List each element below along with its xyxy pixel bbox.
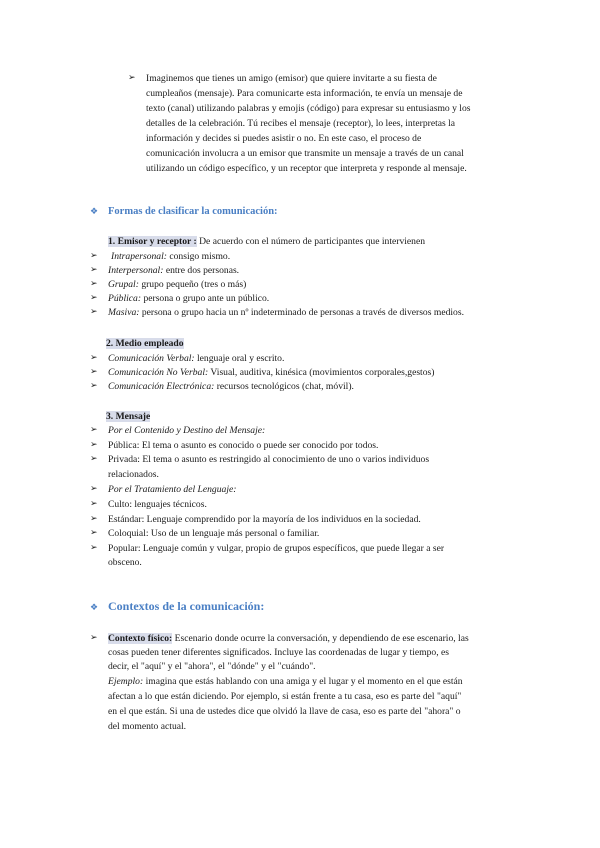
intro-line: utilizando un código específico, y un receptor que interpreta y responde al mensaje.: [146, 163, 467, 174]
paragraph-text: Escenario donde ocurre la conversación, y dependiendo de ese escenario, las: [172, 633, 469, 644]
arrow-bullet-icon: ➢: [90, 353, 98, 363]
ejemplo-label: Ejemplo:: [108, 676, 144, 687]
intro-line: información y decides si puedes asistir o no. En este caso, el proceso de: [146, 133, 422, 144]
item-term: Comunicación Electrónica:: [108, 381, 215, 392]
list-item: [108, 366, 434, 379]
diamond-bullet-icon: ❖: [90, 603, 99, 613]
item-term: Comunicación Verbal:: [108, 353, 195, 364]
section-heading-formas: Formas de clasificar la comunicación:: [108, 206, 278, 217]
section3-header: [106, 410, 150, 423]
section1-desc: De acuerdo con el número de participantes que intervienen: [196, 236, 426, 247]
arrow-bullet-icon: ➢: [90, 499, 98, 509]
contexto-fisico-line: [108, 632, 469, 645]
section3-label: 3. Mensaje: [106, 411, 151, 422]
list-item: [108, 352, 284, 365]
arrow-bullet-icon: ➢: [90, 514, 98, 524]
list-item-continuation: relacionados.: [108, 469, 159, 480]
list-item-continuation: obsceno.: [108, 557, 142, 568]
item-term: Interpersonal:: [108, 265, 164, 276]
list-item: Popular: Lenguaje común y vulgar, propio de grupos específicos, que puede llegar a ser: [108, 543, 445, 554]
intro-line: detalles de la celebración. Tú recibes el mensaje (receptor), lo lees, interpretas la: [146, 118, 456, 129]
item-term: Comunicación No Verbal:: [108, 367, 209, 378]
arrow-bullet-icon: ➢: [90, 484, 98, 494]
arrow-bullet-icon: ➢: [90, 367, 98, 377]
arrow-bullet-icon: ➢: [90, 440, 98, 450]
list-item: Culto: lenguajes técnicos.: [108, 499, 207, 510]
list-item: [108, 264, 239, 277]
section2-header: [106, 337, 184, 350]
arrow-bullet-icon: ➢: [90, 381, 98, 391]
list-item: Privada: El tema o asunto es restringido al conocimiento de uno o varios individuos: [108, 454, 430, 465]
list-item: [108, 292, 269, 305]
subheading-tratamiento: Por el Tratamiento del Lenguaje:: [108, 484, 237, 495]
list-item: Coloquial: Uso de un lenguaje más personal o familiar.: [108, 528, 320, 539]
item-term: Intrapersonal:: [111, 251, 167, 262]
item-text: recursos tecnológicos (chat, móvil).: [214, 381, 354, 392]
intro-line: cumpleaños (mensaje). Para comunicarte esta información, te envía un mensaje de: [146, 88, 463, 99]
item-term: Grupal:: [108, 279, 139, 290]
arrow-bullet-icon: ➢: [90, 251, 98, 261]
contexto-fisico-label: Contexto físico:: [108, 633, 173, 644]
paragraph-line: en el que están. Si una de ustedes dice que olvidó la llave de casa, eso es parte del "ahora" o: [108, 706, 461, 717]
list-item: Estándar: Lenguaje comprendido por la mayoría de los individuos en la sociedad.: [108, 514, 421, 525]
arrow-bullet-icon: ➢: [90, 307, 98, 317]
item-text: grupo pequeño (tres o más): [138, 279, 247, 290]
subheading-contenido: Por el Contenido y Destino del Mensaje:: [108, 425, 266, 436]
section1-header: [108, 235, 425, 248]
intro-line: comunicación involucra a un emisor que transmite un mensaje a través de un canal: [146, 148, 464, 159]
paragraph-line: cosas pueden tener diferentes significados. Incluye las coordenadas de lugar y tiempo, es: [108, 647, 449, 658]
item-text: persona o grupo ante un público.: [141, 293, 270, 304]
paragraph-line: decir, el "aquí" y el "ahora", el "dónde" y el "cuándo".: [108, 661, 316, 672]
item-text: persona o grupo hacia un nº indeterminado de personas a través de diversos medios.: [139, 307, 464, 318]
list-item: [108, 278, 246, 291]
arrow-bullet-icon: ➢: [90, 425, 98, 435]
arrow-bullet-icon: ➢: [90, 454, 98, 464]
section1-label: 1. Emisor y receptor :: [108, 236, 197, 247]
arrow-bullet-icon: ➢: [90, 279, 98, 289]
paragraph-line: [108, 675, 463, 688]
item-term: Masiva:: [108, 307, 140, 318]
intro-line: Imaginemos que tienes un amigo (emisor) que quiere invitarte a su fiesta de: [146, 73, 437, 84]
arrow-bullet-icon: ➢: [90, 265, 98, 275]
list-item: [108, 306, 464, 319]
paragraph-line: del momento actual.: [108, 721, 187, 732]
arrow-bullet-icon: ➢: [90, 528, 98, 538]
item-text: entre dos personas.: [163, 265, 240, 276]
section2-label: 2. Medio empleado: [106, 338, 184, 349]
arrow-bullet-icon: ➢: [90, 633, 98, 643]
arrow-bullet-icon: ➢: [128, 73, 136, 83]
diamond-bullet-icon: ❖: [90, 207, 99, 217]
item-text: lenguaje oral y escrito.: [194, 353, 285, 364]
paragraph-text: imagina que estás hablando con una amiga y el lugar y el momento en el que están: [143, 676, 463, 687]
item-text: consigo mismo.: [166, 251, 231, 262]
intro-line: texto (canal) utilizando palabras y emojis (código) para expresar su entusiasmo y los: [146, 103, 471, 114]
arrow-bullet-icon: ➢: [90, 293, 98, 303]
list-item: [108, 380, 354, 393]
list-item: [111, 250, 230, 263]
arrow-bullet-icon: ➢: [90, 543, 98, 553]
item-text: Visual, auditiva, kinésica (movimientos corporales,gestos): [208, 367, 435, 378]
section-heading-contextos: Contextos de la comunicación:: [108, 599, 265, 613]
item-term: Pública:: [108, 293, 142, 304]
list-item: Pública: El tema o asunto es conocido o puede ser conocido por todos.: [108, 440, 379, 451]
paragraph-line: afectan a lo que están diciendo. Por ejemplo, si están frente a tu casa, eso es parte del "aquí": [108, 691, 462, 702]
